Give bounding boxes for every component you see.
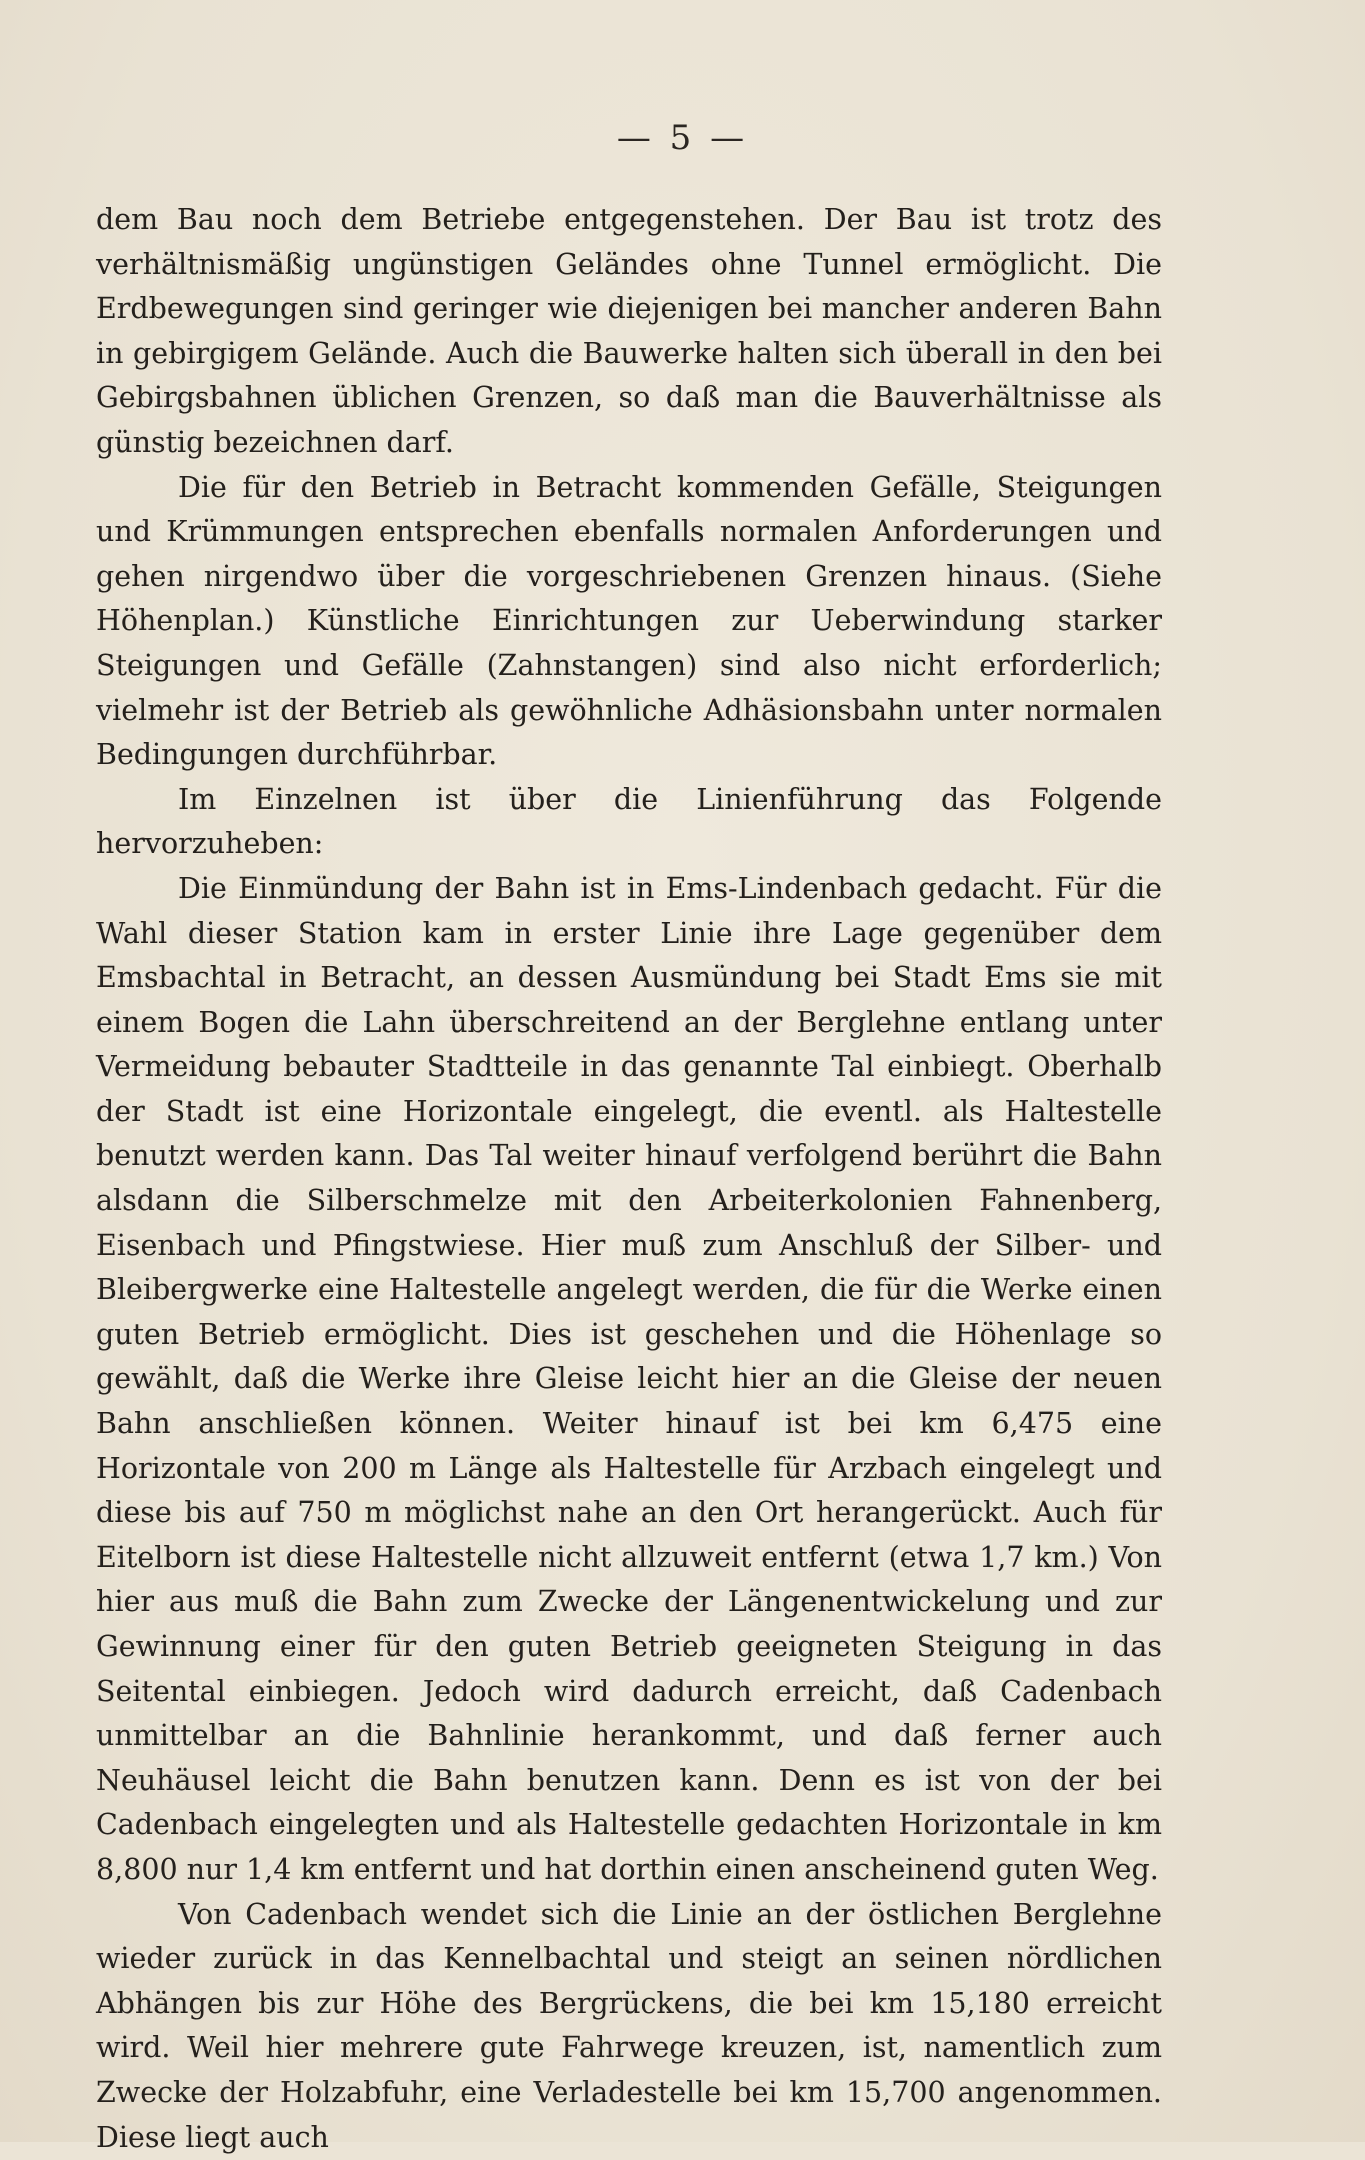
paragraph-1: dem Bau noch dem Betriebe entgegenstehen. Der Bau ist trotz des verhältnismäßig ungünstigen Geländes ohne Tunnel ermöglicht. Die Erdbewegungen sind geringer wie diejenigen bei mancher anderen Bahn in gebirgigem Gelände. Auch die Bauwerke halten sich überall in den bei Gebirgsbahnen üblichen Grenzen, so daß man die Bauverhältnisse als günstig bezeichnen darf. [96,203,1162,459]
paragraph-3: Im Einzelnen ist über die Linienführung das Folgende hervorzuheben: [96,782,1162,861]
body-text [96,198,1162,2160]
page-number: — 5 — [616,118,749,158]
paragraph-2: Die für den Betrieb in Betracht kommenden Gefälle, Steigungen und Krümmungen entsprechen ebenfalls normalen Anforderungen und gehen nirgendwo über die vorgeschriebenen Grenzen hinaus. (Siehe Höhenplan.) Künstliche Einrichtungen zur Ueberwindung starker Steigungen und Gefälle (Zahnstangen) sind also nicht erforderlich; vielmehr ist der Betrieb als gewöhnliche Adhäsionsbahn unter normalen Bedingungen durchführbar. [96,470,1162,772]
paragraph-4: Die Einmündung der Bahn ist in Ems-Lindenbach gedacht. Für die Wahl dieser Station kam in erster Linie ihre Lage gegenüber dem Emsbachtal in Betracht, an dessen Ausmündung bei Stadt Ems sie mit einem Bogen die Lahn überschreitend an der Berglehne entlang unter Vermeidung bebauter Stadtteile in das genannte Tal einbiegt. Oberhalb der Stadt ist eine Horizontale eingelegt, die eventl. als Haltestelle benutzt werden kann. Das Tal weiter hinauf verfolgend berührt die Bahn alsdann die Silberschmelze mit den Arbeiterkolonien Fahnenberg, Eisenbach und Pfingstwiese. Hier muß zum Anschluß der Silber- und Bleibergwerke eine Haltestelle angelegt werden, die für die Werke einen guten Betrieb ermöglicht. Dies ist geschehen und die Höhenlage so gewählt, daß die Werke ihre Gleise leicht hier an die Gleise der neuen Bahn anschließen können. Weiter hinauf ist bei km 6,475 eine Horizontale von 200 m Länge als Haltestelle für Arzbach eingelegt und diese bis auf 750 m möglichst nahe an den Ort herangerückt. Auch für Eitelborn ist diese Haltestelle nicht allzuweit entfernt (etwa 1,7 km.) Von hier aus muß die Bahn zum Zwecke der Längenentwickelung und zur Gewinnung einer für den guten Betrieb geeigneten Steigung in das Seitental einbiegen. Jedoch wird dadurch erreicht, daß Cadenbach unmittelbar an die Bahnlinie herankommt, und daß ferner auch Neuhäusel leicht die Bahn benutzen kann. Denn es ist von der bei Cadenbach eingelegten und als Haltestelle gedachten Horizontale in km 8,800 nur 1,4 km entfernt und hat dorthin einen anscheinend guten Weg. [96,871,1162,1886]
paragraph-5: Von Cadenbach wendet sich die Linie an der östlichen Berglehne wieder zurück in das Kennelbachtal und steigt an seinen nördlichen Abhängen bis zur Höhe des Bergrückens, die bei km 15,180 erreicht wird. Weil hier mehrere gute Fahrwege kreuzen, ist, namentlich zum Zwecke der Holzabfuhr, eine Verladestelle bei km 15,700 angenommen. Diese liegt auch [96,1897,1162,2154]
